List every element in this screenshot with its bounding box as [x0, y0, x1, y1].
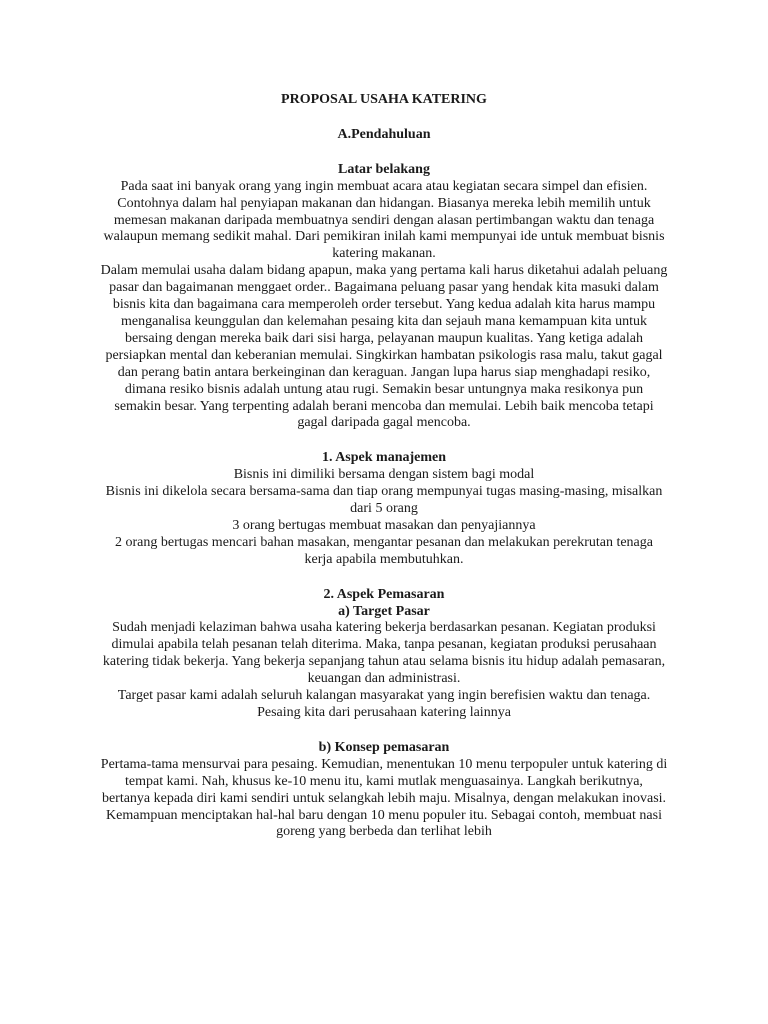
- heading-aspek-pemasaran: 2. Aspek Pemasaran: [323, 586, 445, 602]
- document-page: [100, 92, 668, 841]
- subheading-konsep-pemasaran: b) Konsep pemasaran: [318, 739, 450, 755]
- manajemen-line: Bisnis ini dimiliki bersama dengan sistem bagi modal: [233, 467, 535, 483]
- paragraph-target-pasar-3: Pesaing kita dari perusahaan katering lainnya: [257, 705, 511, 720]
- subheading-latar-belakang: Latar belakang: [338, 161, 430, 177]
- manajemen-line: Bisnis ini dikelola secara bersama-sama dan tiap orang mempunyai tugas masing-masing, misalkan dari 5 orang: [105, 484, 663, 517]
- document-title: PROPOSAL USAHA KATERING: [281, 92, 487, 107]
- paragraph-target-pasar-1: Sudah menjadi kelaziman bahwa usaha katering bekerja berdasarkan pesanan. Kegiatan produksi dimulai apabila telah pesanan telah diterima. Maka, tanpa pesanan, kegiatan produksi perusahaan katering tidak bekerja. Yang bekerja sepanjang tahun atau selama bisnis itu hidup adalah pemasaran, keuangan dan administrasi.: [102, 620, 666, 687]
- paragraph-latar-2: Dalam memulai usaha dalam bidang apapun, maka yang pertama kali harus diketahui adalah peluang pasar dan bagaimanan menggaet order.. Bagaimana peluang pasar yang hendak kita masuki dalam bisnis kita dan bagaimana cara memperoleh order tersebut. Yang kedua adalah kita harus mampu menganalisa keunggulan dan kelemahan pesaing kita dan sejauh mana kemampuan kita untuk bersaing dengan mereka baik dari sisi harga, pelayanan maupun kualitas. Yang ketiga adalah persiapkan mental dan keberanian memulai. Singkirkan hambatan psikologis rasa malu, takut gagal dan perang batin antara berkeinginan dan keraguan. Jangan lupa harus siap menghadapi resiko, dimana resiko bisnis adalah untung atau rugi. Semakin besar untungnya maka resikonya pun semakin besar. Yang terpenting adalah berani mencoba dan memulai. Lebih baik mencoba tetapi gagal daripada gagal mencoba.: [100, 263, 668, 431]
- manajemen-line: 2 orang bertugas mencari bahan masakan, mengantar pesanan dan melakukan perekrutan tenaga kerja apabila membutuhkan.: [115, 534, 653, 567]
- heading-aspek-manajemen: 1. Aspek manajemen: [321, 450, 447, 466]
- paragraph-latar-1: Pada saat ini banyak orang yang ingin membuat acara atau kegiatan secara simpel dan efisien. Contohnya dalam hal penyiapan makanan dan hidangan. Biasanya mereka lebih memilih untuk memesan makanan daripada membuatnya sendiri dengan alasan pertimbangan waktu dan tenaga walaupun memang sedikit mahal. Dari pemikiran inilah kami mempunyai ide untuk membuat bisnis katering makanan.: [103, 178, 665, 262]
- manajemen-line: 3 orang bertugas membuat masakan dan penyajiannya: [232, 517, 536, 533]
- subheading-target-pasar: a) Target Pasar: [338, 603, 430, 619]
- paragraph-target-pasar-2: Target pasar kami adalah seluruh kalangan masyarakat yang ingin berefisien waktu dan tenaga.: [117, 688, 651, 704]
- paragraph-konsep-pemasaran: Pertama-tama mensurvai para pesaing. Kemudian, menentukan 10 menu terpopuler untuk katering di tempat kami. Nah, khusus ke-10 menu itu, kami mutlak menguasainya. Langkah berikutnya, bertanya kepada diri kami sendiri untuk selangkah lebih maju. Misalnya, dengan melakukan inovasi. Kemampuan menciptakan hal-hal baru dengan 10 menu populer itu. Sebagai contoh, membuat nasi goreng yang berbeda dan terlihat lebih: [100, 756, 668, 840]
- section-heading-pendahuluan: A.Pendahuluan: [337, 126, 431, 142]
